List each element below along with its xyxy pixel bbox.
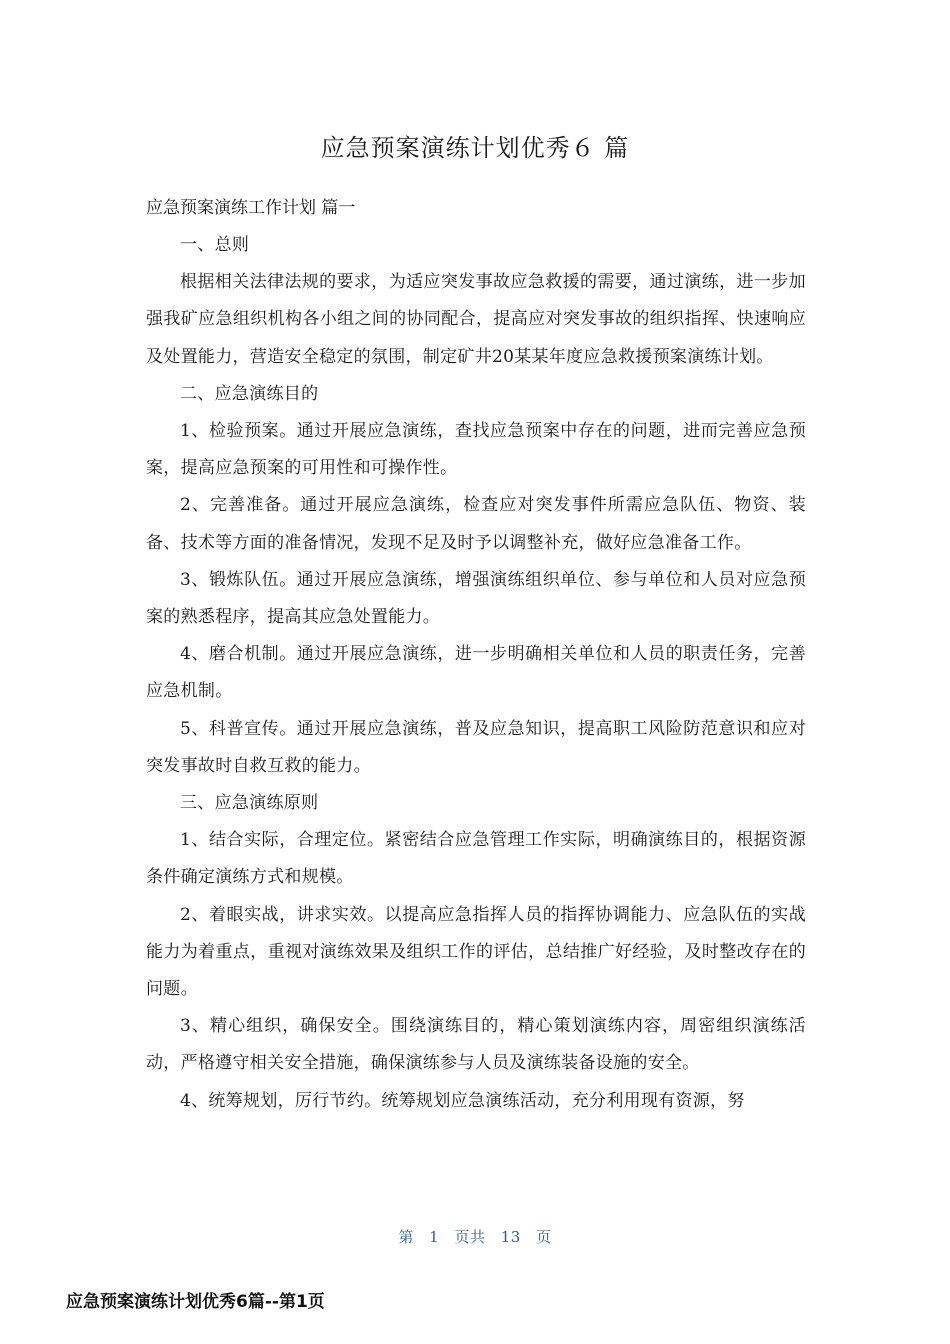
- heading-general: 一、总则: [180, 235, 250, 255]
- page-label-mid: 页共: [454, 1228, 486, 1246]
- paragraph: 4、统筹规划，厉行节约。统筹规划应急演练活动，充分利用现有资源，努: [180, 1090, 745, 1111]
- paragraph: 5、科普宣传。通过开展应急演练，普及应急知识，提高职工风险防范意识和应对突发事故时自救互救的能力。: [146, 718, 806, 776]
- document-body: [146, 190, 806, 1120]
- section-subtitle: 应急预案演练工作计划 篇一: [146, 198, 356, 218]
- page-number-footer: [0, 1226, 950, 1247]
- paragraph: 2、着眼实战，讲求实效。以提高应急指挥人员的指挥协调能力、应急队伍的实战能力为着重点，重视对演练效果及组织工作的评估，总结推广好经验，及时整改存在的问题。: [146, 904, 806, 1000]
- page-label-prefix: 第: [398, 1228, 414, 1246]
- bottom-caption: 应急预案演练计划优秀6篇--第1页: [66, 1292, 325, 1312]
- page-label-suffix: 页: [536, 1228, 552, 1246]
- paragraph: 3、锻炼队伍。通过开展应急演练，增强演练组织单位、参与单位和人员对应急预案的熟悉程序，提高其应急处置能力。: [146, 569, 806, 628]
- paragraph: 1、结合实际，合理定位。紧密结合应急管理工作实际，明确演练目的，根据资源条件确定演练方式和规模。: [146, 830, 806, 888]
- paragraph: 1、检验预案。通过开展应急演练，查找应急预案中存在的问题，进而完善应急预案，提高应急预案的可用性和可操作性。: [146, 421, 806, 479]
- paragraph: 4、磨合机制。通过开展应急演练，进一步明确相关单位和人员的职责任务，完善应急机制。: [146, 644, 806, 702]
- total-pages: 13: [500, 1228, 521, 1246]
- heading-purpose: 二、应急演练目的: [180, 383, 319, 404]
- paragraph: 2、完善准备。通过开展应急演练，检查应对突发事件所需应急队伍、物资、装备、技术等方面的准备情况，发现不足及时予以调整补充，做好应急准备工作。: [146, 495, 806, 553]
- page-number: 1: [429, 1228, 440, 1246]
- paragraph: 根据相关法律法规的要求，为适应突发事故应急救援的需要，通过演练，进一步加强我矿应急组织机构各小组之间的协同配合，提高应对突发事故的组织指挥、快速响应及处置能力，营造安全稳定的氛围，制定矿井20某某年度应急救援预案演练计划。: [146, 272, 806, 367]
- document-title: 应急预案演练计划优秀６ 篇: [320, 134, 630, 162]
- heading-principles: 三、应急演练原则: [180, 793, 319, 814]
- paragraph: 3、精心组织，确保安全。围绕演练目的，精心策划演练内容，周密组织演练活动，严格遵守相关安全措施，确保演练参与人员及演练装备设施的安全。: [146, 1016, 806, 1074]
